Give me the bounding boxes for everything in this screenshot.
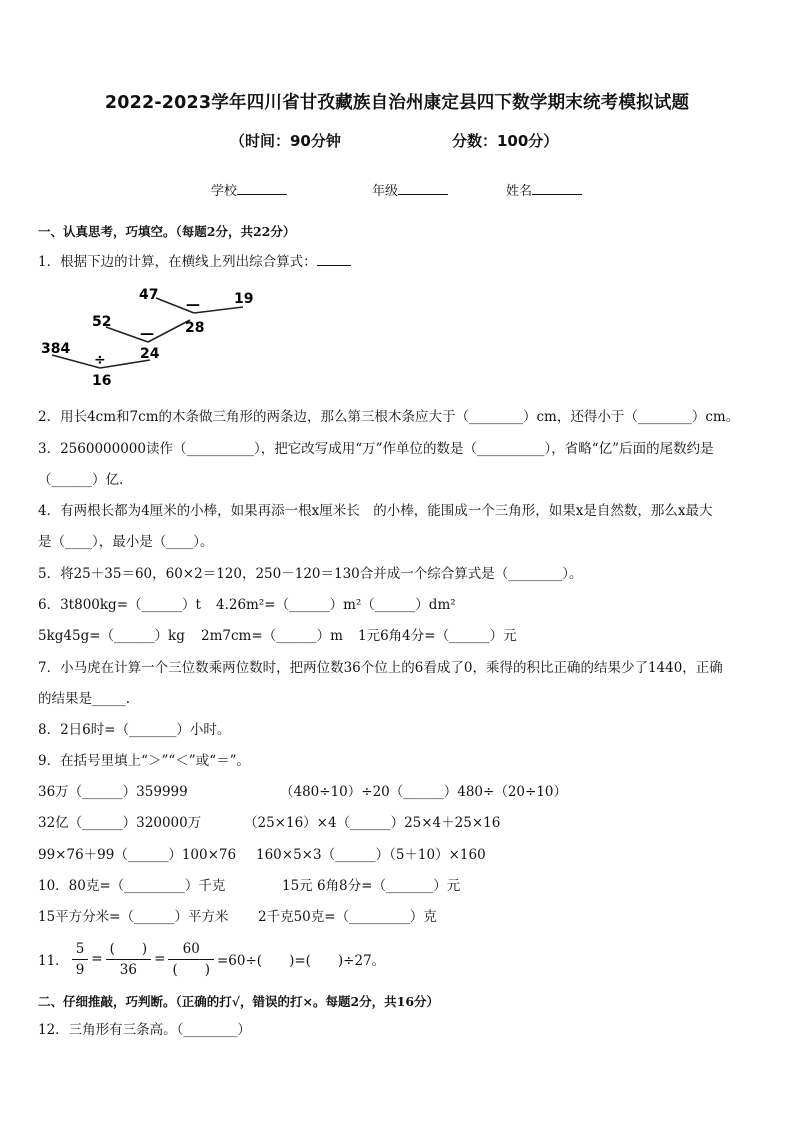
divide-sign: ÷ bbox=[94, 352, 106, 368]
fraction-denominator: 36 bbox=[119, 961, 137, 978]
fraction-denominator: 9 bbox=[75, 961, 85, 978]
question-8: 8．2日6时=（_______）小时。 bbox=[38, 722, 231, 738]
question-11-label: 11． bbox=[38, 953, 69, 969]
question-6c: 5kg45g=（______）kg bbox=[38, 628, 185, 644]
number-52: 52 bbox=[92, 314, 112, 330]
grade-field[interactable] bbox=[372, 180, 448, 199]
question-2: 2．用长4cm和7cm的木条做三角形的两条边，那么第三根木条应大于（________）cm，还得小于（________）cm。 bbox=[38, 409, 740, 425]
fraction-blank-36 bbox=[106, 939, 152, 980]
name-label: 姓名 bbox=[506, 184, 533, 199]
fraction-numerator: 60 bbox=[168, 939, 214, 960]
question-9-row-2a: 32亿（______）320000万 bbox=[38, 815, 202, 831]
exam-score: 分数：100分） bbox=[452, 132, 559, 150]
question-9-row-1a: 36万（______）359999 bbox=[38, 784, 188, 800]
page-title: 2022-2023学年四川省甘孜藏族自治州康定县四下数学期末统考模拟试题 bbox=[104, 93, 690, 113]
question-3-line-1: 3．2560000000读作（__________），把它改写成用“万”作单位的数是（__________），省略“亿”后面的尾数约是 bbox=[38, 441, 714, 457]
fraction-denominator[interactable]: ( ) bbox=[172, 961, 210, 978]
question-3-line-2: （______）亿. bbox=[38, 472, 124, 488]
question-9: 9．在括号里填上“＞”“＜”或“＝”。 bbox=[38, 753, 250, 769]
fraction-60-blank bbox=[168, 939, 214, 980]
question-4-line-1: 4．有两根长都为4厘米的小棒，如果再添一根x厘米长 的小棒，能围成一个三角形，如果x是自然数，那么x最大 bbox=[38, 503, 713, 519]
fraction-5-9 bbox=[72, 939, 89, 980]
question-5: 5．将25＋35＝60，60×2＝120，250－120＝130合并成一个综合算式是（________）。 bbox=[38, 566, 583, 582]
fraction-numerator: 5 bbox=[72, 939, 89, 960]
question-9-row-3a: 99×76＋99（______）100×76 bbox=[38, 847, 237, 863]
section-2-heading: 二、仔细推敲，巧判断。（正确的打√，错误的打×。每题2分，共16分） bbox=[38, 994, 440, 1009]
question-10b: 15元 6角8分=（_______）元 bbox=[282, 878, 461, 894]
number-24: 24 bbox=[140, 346, 160, 362]
minus-sign: — bbox=[140, 326, 154, 342]
question-1-blank[interactable] bbox=[317, 265, 351, 266]
exam-time: （时间：90分钟 bbox=[230, 132, 341, 150]
number-28: 28 bbox=[185, 320, 205, 336]
question-4-line-2: 是（____），最小是（____）。 bbox=[38, 534, 214, 550]
tree-line bbox=[194, 307, 243, 313]
question-9-row-1b: （480÷10）÷20（______）480÷（20÷10） bbox=[280, 784, 567, 800]
question-10a: 10．80克=（_________）千克 bbox=[38, 878, 226, 894]
number-384: 384 bbox=[41, 341, 71, 357]
number-47: 47 bbox=[139, 287, 159, 303]
school-field[interactable] bbox=[211, 180, 287, 199]
question-6d: 2m7cm=（______）m bbox=[201, 628, 343, 644]
question-7-line-1: 7．小马虎在计算一个三位数乘两位数时，把两位数36个位上的6看成了0，乘得的积比正确的结果少了1440，正确 bbox=[38, 660, 723, 676]
calculation-tree-diagram bbox=[38, 280, 278, 392]
equals-sign: = bbox=[91, 951, 103, 967]
question-12: 12．三角形有三条高。（________） bbox=[38, 1022, 251, 1038]
fraction-numerator[interactable]: ( ) bbox=[106, 939, 152, 960]
question-6b: 4.26m²=（______）m²（______）dm² bbox=[216, 597, 456, 613]
tree-line bbox=[148, 320, 190, 342]
question-9-row-3b: 160×5×3（______）（5＋10）×160 bbox=[256, 847, 486, 863]
school-label: 学校 bbox=[211, 184, 238, 199]
question-7-line-2: 的结果是_____. bbox=[38, 691, 131, 707]
grade-label: 年级 bbox=[372, 184, 399, 199]
question-6e: 1元6角4分=（______）元 bbox=[358, 628, 517, 644]
name-field[interactable] bbox=[506, 180, 582, 199]
grade-blank[interactable] bbox=[398, 194, 448, 195]
question-11-rest: =60÷( )=( )÷27。 bbox=[217, 953, 386, 969]
number-19: 19 bbox=[234, 291, 254, 307]
equals-sign: = bbox=[154, 951, 166, 967]
minus-sign: — bbox=[186, 297, 200, 313]
question-10c: 15平方分米=（______）平方米 bbox=[38, 909, 229, 925]
question-1-text: 1．根据下边的计算，在横线上列出综合算式： bbox=[38, 254, 317, 270]
question-9-row-2b: （25×16）×4（______）25×4＋25×16 bbox=[244, 815, 501, 831]
question-6a: 6．3t800kg=（______）t bbox=[38, 597, 201, 613]
section-1-heading: 一、认真思考，巧填空。（每题2分，共22分） bbox=[38, 224, 296, 239]
number-16: 16 bbox=[92, 373, 112, 389]
question-11 bbox=[38, 937, 385, 981]
question-1 bbox=[38, 250, 351, 270]
school-blank[interactable] bbox=[237, 194, 287, 195]
question-10d: 2千克50克=（_________）克 bbox=[258, 909, 437, 925]
name-blank[interactable] bbox=[532, 194, 582, 195]
